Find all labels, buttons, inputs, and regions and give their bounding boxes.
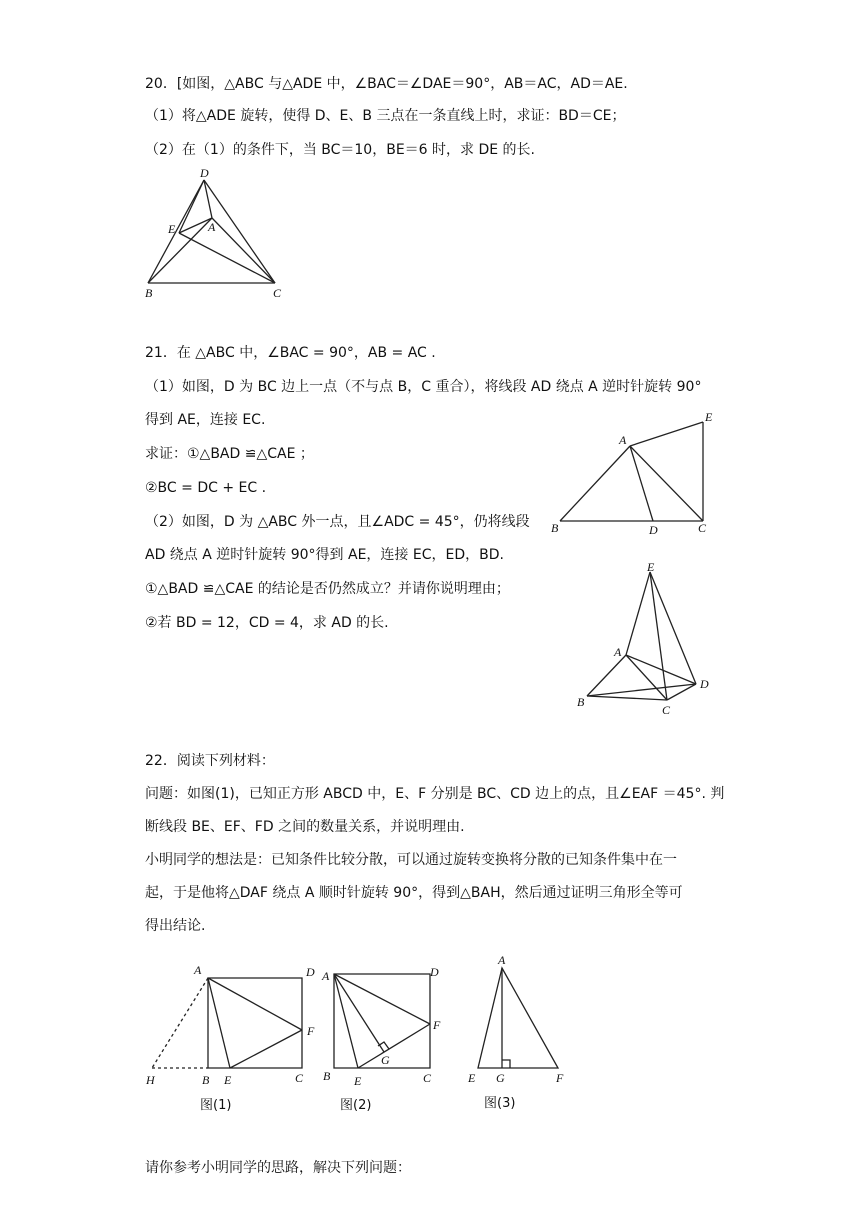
label-B: B [323, 1069, 331, 1083]
label-G: G [496, 1071, 505, 1085]
q22-line-1: 22．阅读下列材料： [145, 753, 275, 769]
label-A: A [498, 953, 506, 967]
label-B: B [145, 286, 153, 300]
label-H: H [146, 1073, 155, 1087]
label-A: A [619, 433, 627, 447]
caption-fig-1: 图(1) [200, 1098, 232, 1113]
q21-figure-2 [570, 560, 720, 720]
q21-line-2: （1）如图，D 为 BC 边上一点（不与点 B，C 重合），将线段 AD 绕点 A 逆时针旋转 90° [145, 379, 702, 395]
q22-figure-1 [140, 958, 330, 1118]
label-A: A [194, 963, 202, 977]
q22-line-5: 起，于是他将△DAF 绕点 A 顺时针旋转 90°，得到△BAH，然后通过证明三角形全等可 [145, 885, 683, 901]
q22-line-3: 断线段 BE、EF、FD 之间的数量关系，并说明理由. [145, 819, 465, 835]
q20-line-1: 20．[如图，△ABC 与△ADE 中，∠BAC＝∠DAE＝90°，AB＝AC，AD＝AE. [145, 76, 628, 92]
label-F: F [433, 1018, 441, 1032]
label-D: D [700, 677, 709, 691]
label-E: E [468, 1071, 476, 1085]
label-A: A [208, 220, 216, 234]
label-C: C [662, 703, 671, 717]
label-D: D [649, 523, 658, 537]
label-F: F [556, 1071, 564, 1085]
label-D: D [200, 166, 209, 180]
q20-line-3: （2）在（1）的条件下，当 BC＝10，BE＝6 时，求 DE 的长. [145, 142, 535, 158]
q21-line-5: ②BC = DC + EC . [145, 480, 267, 496]
label-A: A [322, 969, 330, 983]
caption-fig-2: 图(2) [340, 1098, 372, 1113]
q22-line-2: 问题：如图(1)，已知正方形 ABCD 中，E、F 分别是 BC、CD 边上的点，且∠EAF ＝45°. 判 [145, 786, 725, 802]
q21-line-3: 得到 AE，连接 EC. [145, 412, 266, 428]
q21-line-8: ①△BAD ≌△CAE 的结论是否仍然成立？并请你说明理由； [145, 581, 510, 597]
label-E: E [647, 560, 655, 574]
label-G: G [381, 1053, 390, 1067]
q22-figure-3 [462, 950, 582, 1110]
q22-line-4: 小明同学的想法是：已知条件比较分散，可以通过旋转变换将分散的已知条件集中在一 [145, 852, 677, 868]
label-E: E [224, 1073, 232, 1087]
label-D: D [306, 965, 315, 979]
label-C: C [273, 286, 282, 300]
q20-figure [140, 165, 300, 305]
q21-line-6: （2）如图，D 为 △ABC 外一点，且∠ADC = 45°，仍将线段 [145, 514, 530, 530]
label-D: D [430, 965, 439, 979]
label-E: E [705, 410, 713, 424]
label-F: F [307, 1024, 315, 1038]
q21-line-7: AD 绕点 A 逆时针旋转 90°得到 AE，连接 EC，ED，BD. [145, 547, 504, 563]
q21-figure-1 [545, 408, 720, 538]
q21-line-4: 求证：①△BAD ≌△CAE ； [145, 446, 314, 462]
label-E: E [354, 1074, 362, 1088]
q20-line-2: （1）将△ADE 旋转，使得 D、E、B 三点在一条直线上时，求证：BD＝CE； [145, 108, 626, 124]
label-A: A [614, 645, 622, 659]
label-E: E [168, 222, 176, 236]
label-C: C [698, 521, 707, 535]
q22-line-6: 得出结论. [145, 918, 206, 934]
label-C: C [295, 1071, 304, 1085]
q22-figure-2 [318, 958, 453, 1118]
q21-line-9: ②若 BD = 12，CD = 4，求 AD 的长. [145, 615, 389, 631]
q22-line-7: 请你参考小明同学的思路，解决下列问题： [145, 1160, 411, 1176]
caption-fig-3: 图(3) [484, 1096, 516, 1110]
label-B: B [577, 695, 585, 709]
label-B: B [551, 521, 559, 535]
label-B: B [202, 1073, 210, 1087]
q21-line-1: 21．在 △ABC 中，∠BAC = 90°，AB = AC . [145, 345, 436, 361]
label-C: C [423, 1071, 432, 1085]
